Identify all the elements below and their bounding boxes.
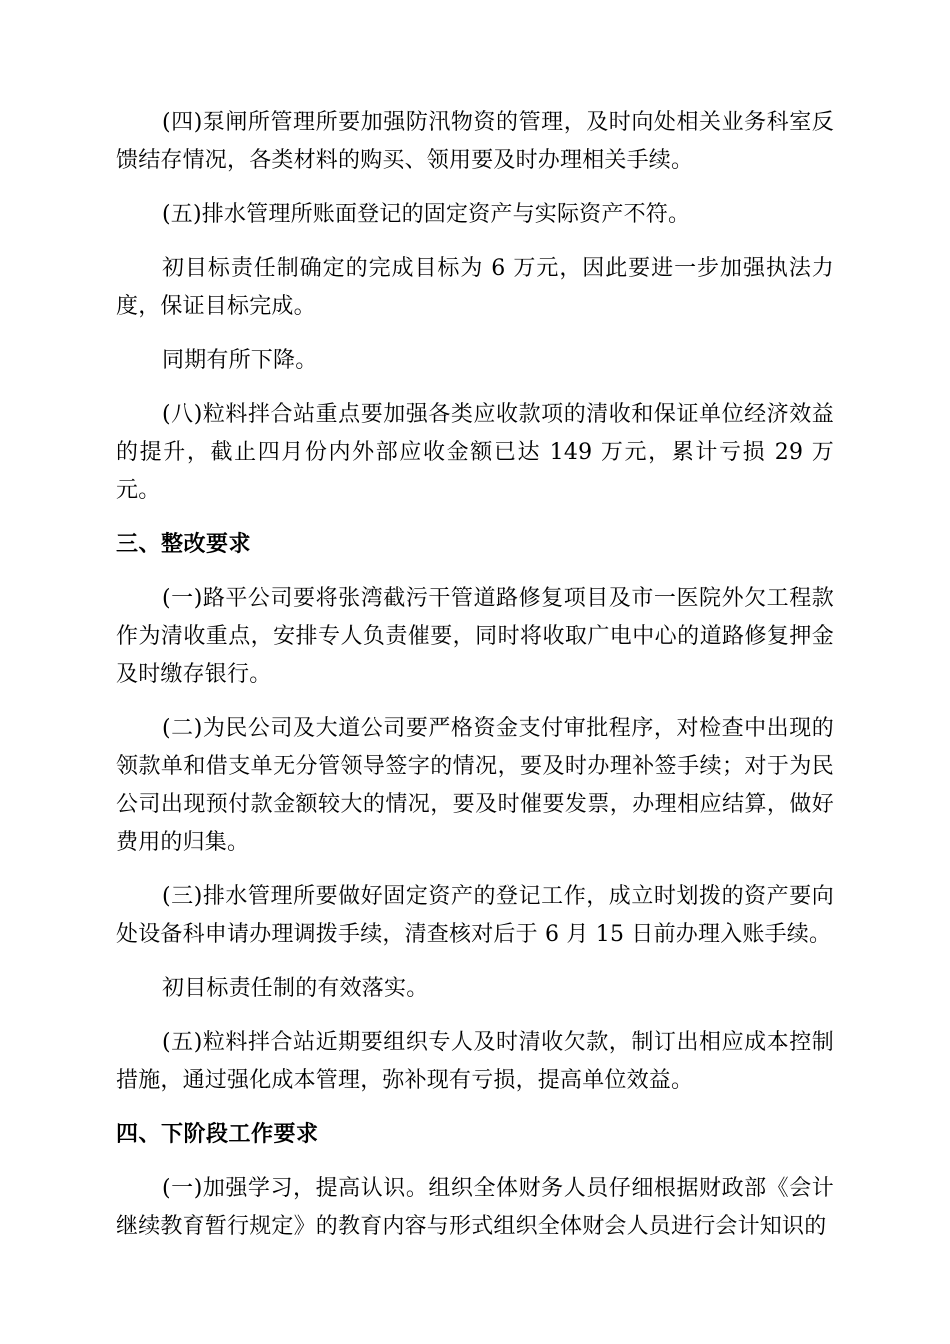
paragraph-luping-company: (一)路平公司要将张湾截污干管道路修复项目及市一医院外欠工程款作为清收重点，安排专人负责催要，同时将收取广电中心的道路修复押金及时缴存银行。 — [116, 586, 834, 687]
paragraph-study: (一)加强学习，提高认识。组织全体财务人员仔细根据财政部《会计继续教育暂行规定》的教育内容与形式组织全体财会人员进行会计知识的 — [116, 1176, 834, 1239]
section-heading-next-stage: 四、下阶段工作要求 — [116, 1122, 319, 1147]
paragraph-debt-collection: (五)粒料拌合站近期要组织专人及时清收欠款，制订出相应成本控制措施，通过强化成本管理，弥补现有亏损，提高单位效益。 — [116, 1030, 834, 1093]
paragraph-fixed-assets-mismatch: (五)排水管理所账面登记的固定资产与实际资产不符。 — [162, 202, 691, 227]
paragraph-weimin-dadao: (二)为民公司及大道公司要严格资金支付审批程序，对检查中出现的领款单和借支单无分管领导签字的情况，要及时办理补签手续；对于为民公司出现预付款金额较大的情况，要及时催要发票，办理相应结算，做好费用的归集。 — [116, 716, 834, 855]
paragraph-receivables: (八)粒料拌合站重点要加强各类应收款项的清收和保证单位经济效益的提升，截止四月份内外部应收金额已达 149 万元，累计亏损 29 万元。 — [116, 402, 834, 503]
paragraph-target-responsibility: 初目标责任制确定的完成目标为 6 万元，因此要进一步加强执法力度，保证目标完成。 — [116, 256, 834, 319]
paragraph-drainage-assets: (三)排水管理所要做好固定资产的登记工作，成立时划拨的资产要向处设备科申请办理调拨手续，清查核对后于 6 月 15 日前办理入账手续。 — [116, 884, 834, 947]
paragraph-decline: 同期有所下降。 — [162, 348, 318, 373]
document-page — [116, 104, 834, 1246]
paragraph-implementation: 初目标责任制的有效落实。 — [162, 976, 429, 1001]
paragraph-flood-materials: (四)泵闸所管理所要加强防汛物资的管理，及时向处相关业务科室反馈结存情况，各类材料的购买、领用要及时办理相关手续。 — [116, 110, 834, 173]
section-heading-rectification: 三、整改要求 — [116, 532, 252, 557]
